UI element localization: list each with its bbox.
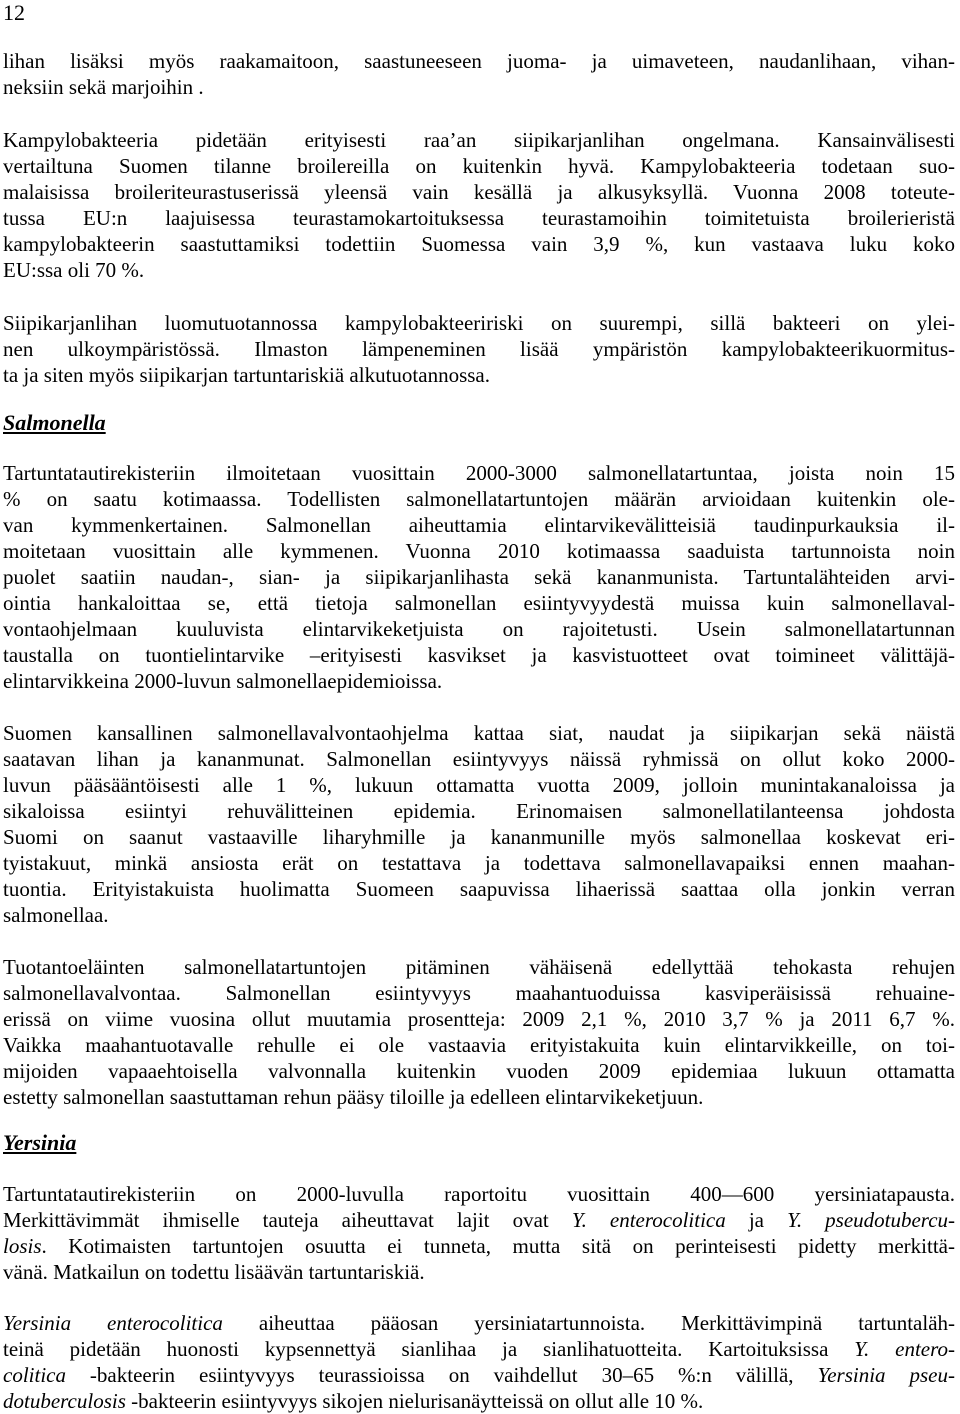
text-line: teinä pidetään huonosti kypsennettyä sianlihaa ja sianlihatuotteita. Kartoituksissa Y. entero- [3,1337,955,1361]
text-line: luvun pääsääntöisesti alle 1 %, lukuun ottamatta vuotta 2009, jolloin munintakanaloissa ja [3,773,955,797]
text-line: taustalla on tuontielintarvike –erityisesti kasvikset ja kasvistuotteet ovat toimineet välittäjä- [3,643,955,667]
text-line: tussa EU:n laajuisessa teurastamokartoituksessa teurastamoihin toimitetuista broilerieristä [3,206,955,230]
text-line: Vaikka maahantuotavalle rehulle ei ole vastaavia erityistakuita kuin elintarvikkeille, on toi- [3,1033,955,1057]
text-line: sikaloissa esiintyi rehuvälitteinen epidemia. Erinomaisen salmonellatilanteensa johdosta [3,799,955,823]
text-line: Siipikarjanlihan luomutuotannossa kampylobakteeririski on suurempi, sillä bakteeri on ylei- [3,311,955,335]
text-line: neksiin sekä marjoihin . [3,75,204,99]
page-number: 12 [3,0,25,25]
text-line: tyistakuut, minkä ansiosta erät on testattava ja todettava salmonellavapaiksi ennen maahan- [3,851,955,875]
text-line: erissä on viime vuosina ollut muutamia prosentteja: 2009 2,1 %, 2010 3,7 % ja 2011 6,7 %. [3,1007,955,1031]
text-line: Yersinia enterocolitica aiheuttaa pääosan yersiniatartunnoista. Merkittävimpinä tartuntaläh- [3,1311,955,1335]
text-line: Tuotantoeläinten salmonellatartuntojen pitäminen vähäisenä edellyttää tehokasta rehujen [3,955,955,979]
text-line: % on saatu kotimaassa. Todellisten salmonellatartuntojen määrän arvioidaan kuitenkin ole- [3,487,955,511]
text-line: mijoiden vapaaehtoisella valvonnalla kuitenkin vuoden 2009 epidemiaa lukuun ottamatta [3,1059,955,1083]
text-line: Kampylobakteeria pidetään erityisesti raa’an siipikarjanlihan ongelmana. Kansainvälisesti [3,128,955,152]
text-line: dotuberculosis -bakteerin esiintyvyys sikojen nielurisanäytteissä on ollut alle 10 %. [3,1389,704,1413]
text-line: nen ulkoympäristössä. Ilmaston lämpeneminen lisää ympäristön kampylobakteerikuormitus- [3,337,955,361]
section-heading-yersinia: Yersinia [3,1130,77,1155]
text-line: Suomen kansallinen salmonellavalvontaohjelma kattaa siat, naudat ja siipikarjan sekä näistä [3,721,955,745]
text-line: vertailtuna Suomen tilanne broilereilla on kuitenkin hyvä. Kampylobakteeria todetaan suo- [3,154,955,178]
text-line: losis. Kotimaisten tartuntojen osuutta ei tunneta, mutta sitä on perinteisesti pidetty merkittä- [3,1234,955,1258]
text-line: moitetaan vuosittain alle kymmenen. Vuonna 2010 kotimaassa saaduista tartunnoista noin [3,539,955,563]
text-line: saatavan lihan ja kananmunat. Salmonellan esiintyvyys näissä ryhmissä on ollut koko 2000- [3,747,955,771]
text-line: puolet saatiin naudan-, sian- ja siipikarjanlihasta sekä kananmunista. Tartuntalähteiden arvi- [3,565,955,589]
text-line: Tartuntatautirekisteriin on 2000-luvulla raportoitu vuosittain 400—600 yersiniatapausta. [3,1182,955,1206]
text-line: Tartuntatautirekisteriin ilmoitetaan vuosittain 2000-3000 salmonellatartuntaa, joista noin 15 [3,461,955,485]
text-line: salmonellavalvontaa. Salmonellan esiintyvyys maahantuoduissa kasviperäisissä rehuaine- [3,981,955,1005]
text-line: colitica -bakteerin esiintyvyys teurassioissa on vaihdellut 30–65 %:n välillä, Yersinia pseu- [3,1363,955,1387]
text-line: vontaohjelmaan kuuluvista elintarvikeketjuista on rajoitetusti. Usein salmonellatartunnan [3,617,955,641]
text-line: Merkittävimmät ihmiselle tauteja aiheuttavat lajit ovat Y. enterocolitica ja Y. pseudotubercu- [3,1208,955,1232]
section-heading-salmonella: Salmonella [3,410,106,435]
text-line: elintarvikkeina 2000-luvun salmonellaepidemioissa. [3,669,443,693]
text-line: tuontia. Erityistakuista huolimatta Suomeen saapuvissa lihaerissä saattaa olla jonkin verran [3,877,955,901]
text-line: ointia hankaloittaa se, että tietoja salmonellan esiintyvyydestä muissa kuin salmonellaval- [3,591,955,615]
text-line: lihan lisäksi myös raakamaitoon, saastuneeseen juoma- ja uimaveteen, naudanlihaan, vihan- [3,49,955,73]
text-line: malaisissa broileriteurastuserissä yleensä vain kesällä ja alkusyksyllä. Vuonna 2008 toteute- [3,180,955,204]
text-line: estetty salmonellan saastuttaman rehun pääsy tiloille ja edelleen elintarvikeketjuun. [3,1085,704,1109]
text-line: ta ja siten myös siipikarjan tartuntariskiä alkutuotannossa. [3,363,490,387]
text-line: vänä. Matkailun on todettu lisäävän tartuntariskiä. [3,1260,425,1284]
text-line: kampylobakteerin saastuttamiksi todettiin Suomessa vain 3,9 %, kun vastaava luku koko [3,232,955,256]
text-line: EU:ssa oli 70 %. [3,258,145,282]
text-line: salmonellaa. [3,903,109,927]
text-line: Suomi on saanut vastaaville liharyhmille ja kananmunille myös salmonellaa koskevat eri- [3,825,955,849]
text-line: van kymmenkertainen. Salmonellan aiheuttamia elintarvikevälitteisiä taudinpurkauksia il- [3,513,955,537]
